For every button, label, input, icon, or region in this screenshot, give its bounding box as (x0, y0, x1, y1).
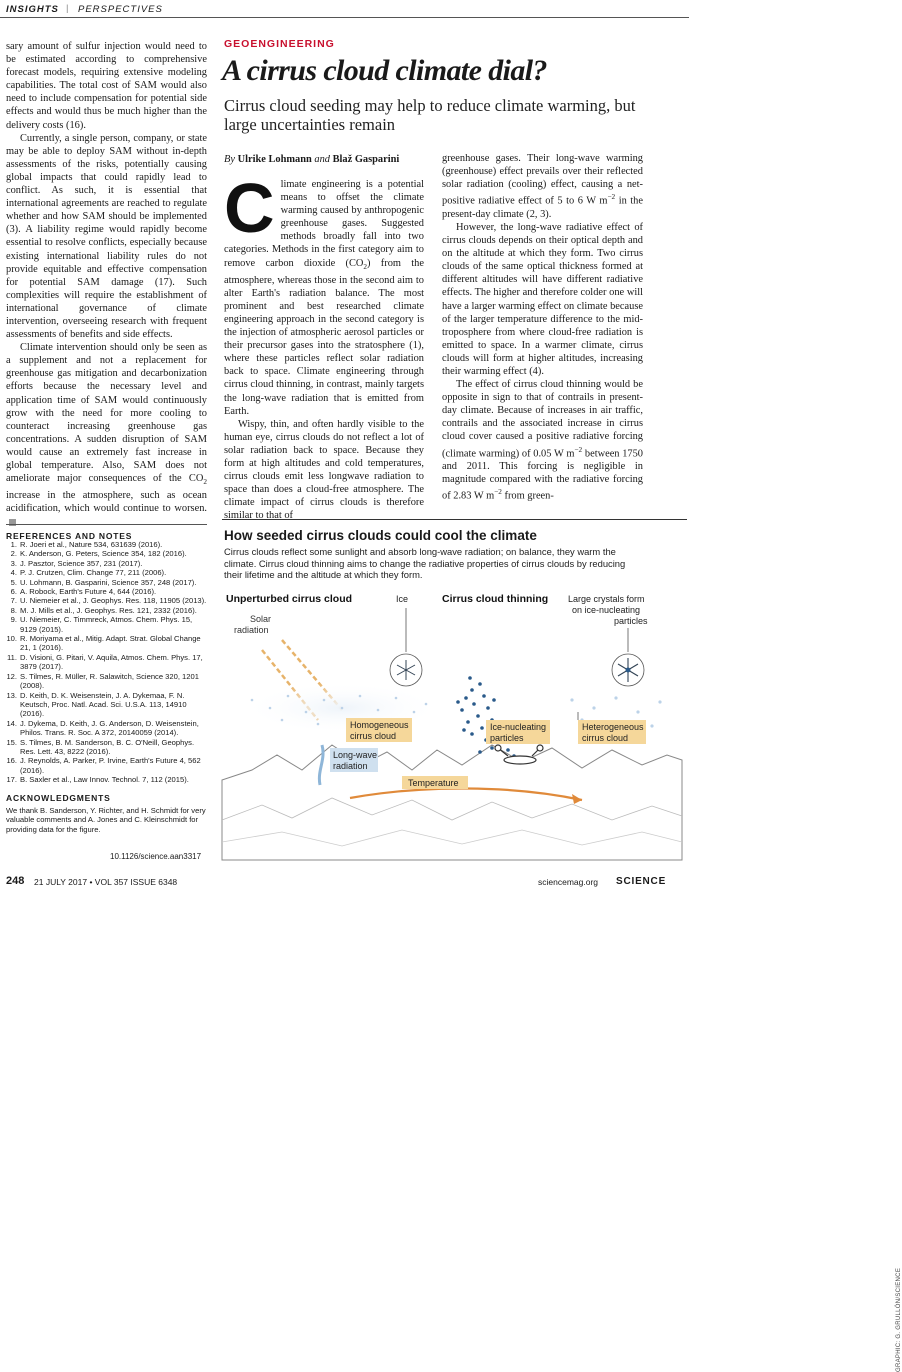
reference-item (6, 578, 207, 587)
page-number: 248 (6, 875, 25, 887)
acknowledgments-text: We thank B. Sanderson, Y. Richter, and H. Schmidt for very valuable comments and A. Jones and C. Kleinschmidt for providing data for the figure. (6, 806, 206, 834)
reference-number: 15. (6, 737, 17, 747)
page-header (0, 0, 689, 18)
reference-text: B. Saxler et al., Law Innov. Technol. 7, 112 (2015). (20, 775, 189, 785)
reference-number: 10. (6, 634, 17, 644)
reference-item (6, 653, 207, 672)
references-list (6, 540, 207, 785)
mid-p1-sub: 2 (363, 262, 368, 271)
reference-number: 7. (10, 596, 17, 606)
reference-text: R. Joeri et al., Nature 534, 631639 (2016). (20, 540, 163, 549)
journal-name: SCIENCE (616, 876, 667, 887)
reference-item (6, 549, 207, 558)
reference-item (6, 634, 207, 653)
reference-number: 13. (6, 690, 17, 700)
author-1: Ulrike Lohmann (237, 154, 312, 165)
ice-label: Ice (396, 594, 409, 604)
reference-item (6, 738, 207, 757)
left-paragraph-3 (6, 341, 207, 528)
author-2: Blaž Gasparini (332, 154, 400, 165)
mid-p1-b: ) from the atmosphere, whereas those in the second aim to alter Earth's radiation balance. The most prominent and best researched climate engineering approach in the second category is the injection of atmospheric aerosol particles or their precursor gases into the stratosphere (1), where these particles reflect solar radiation back to space. Climate engineering through cirrus cloud thinning, in contrast, mainly targets the long-wave radiation that is emitted from Earth. (224, 257, 424, 417)
reference-text: J. Reynolds, A. Parker, P. Irvine, Earth's Future 4, 562 (2016). (20, 756, 201, 775)
longwave-label-1: Long-wave (333, 750, 378, 760)
ice-nucleating-particles (456, 676, 516, 758)
reference-text: R. Moriyama et al., Mitig. Adapt. Strat. Global Change 21, 1 (2016). (20, 634, 201, 653)
reference-text: U. Niemeier, C. Timmreck, Atmos. Chem. Phys. 15, 9129 (2015). (20, 615, 193, 634)
mountain-range (222, 745, 682, 860)
right-paragraph-1 (442, 152, 643, 221)
reference-number: 1. (10, 540, 17, 549)
right-p1-a: greenhouse gases. Their long-wave warming (greenhouse) effect prevails over their reflected solar radiation (cooling) effect, causing a net-positive radiative effect of 5 to 6 W m (442, 153, 643, 207)
reference-number: 11. (7, 652, 17, 662)
byline-and: and (314, 154, 330, 165)
header-separator: | (66, 3, 70, 14)
middle-column (224, 169, 424, 523)
article-deck: Cirrus cloud seeding may help to reduce climate warming, but large uncertainties remain (224, 96, 636, 134)
panel-right-title: Cirrus cloud thinning (442, 593, 549, 605)
reference-item (6, 540, 207, 549)
reference-text: U. Lohmann, B. Gasparini, Science 357, 248 (2017). (20, 577, 197, 587)
reference-text: M. J. Mills et al., J. Geophys. Res. 121, 2332 (2016). (20, 605, 197, 615)
reference-number: 3. (10, 558, 17, 568)
mid-p1-a: limate engineering is a potential means to offset the climate warming caused by anthropogenic greenhouse gases. Suggested methods broadly fall into two categories. Methods in the first category aim to remove carbon dioxide (CO (224, 179, 424, 269)
acknowledgments-title: ACKNOWLEDGMENTS (6, 793, 111, 803)
figure-title: How seeded cirrus clouds could cool the climate (224, 528, 537, 543)
nucleus-dot (626, 668, 631, 673)
figure-caption: Cirrus clouds reflect some sunlight and absorb long-wave radiation; on balance, they warm the climate. Cirrus cloud thinning aims to change the radiative properties of cirrus clouds by reducing their lifetime and the altitude at which they form. (224, 546, 626, 581)
right-p3-b: between 1750 and 2011. This forcing is negligible in magnitude compared with the radiative forcing of 2.83 W m (442, 448, 644, 502)
left-paragraph-1: sary amount of sulfur injection would need to be estimated according to comprehensive forecast models, requiring extensive modeling capabilities. The total cost of SAM would also need to include compensation for potential side effects and would thus be much higher than the delivery costs (16). (6, 41, 207, 131)
right-column (442, 152, 643, 503)
longwave-label-2: radiation (333, 761, 368, 771)
reference-item (6, 756, 207, 775)
reference-item (6, 559, 207, 568)
right-p3-c: from green- (501, 490, 554, 502)
doi: 10.1126/science.aan3317 (110, 852, 202, 861)
page-footer (0, 875, 689, 890)
reference-number: 5. (10, 577, 17, 587)
section-label: INSIGHTS (6, 4, 59, 15)
reference-number: 6. (10, 587, 17, 597)
byline (224, 154, 399, 165)
heterogeneous-label-2: cirrus cloud (582, 733, 629, 743)
reference-text: P. J. Crutzen, Clim. Change 77, 211 (2006). (20, 568, 167, 578)
reference-item (6, 596, 207, 605)
right-p3-sup-1: −2 (574, 445, 583, 454)
left-paragraph-2: Currently, a single person, company, or state may be able to deploy SAM without in-depth assessments of the risks, potentially causing global impacts that could rapidly lead to conflict. As such, it is essential that international agreements are reached to regulate whether and how SAM should be implemented (3). A liability regime would rapidly become essential to resolve conflicts, especially because existing international liability rules do not provide equitable and effective compensation for potential SAM damage (17). Such complexities will require the establishment of international governance of climate intervention, overseeing research with frequent assessments of benefits and side effects. (6, 132, 207, 341)
reference-number: 9. (10, 615, 17, 625)
solar-radiation-label-2: radiation (234, 625, 269, 635)
reference-item (6, 719, 207, 738)
right-paragraph-3 (442, 378, 643, 503)
left-p3-sub: 2 (203, 478, 207, 487)
subsection-label: PERSPECTIVES (78, 4, 163, 15)
reference-number: 14. (6, 718, 17, 728)
kicker: GEOENGINEERING (224, 38, 335, 50)
issue-date: 21 JULY 2017 • VOL 357 ISSUE 6348 (34, 877, 178, 887)
reference-number: 8. (10, 605, 17, 615)
homogeneous-label-2: cirrus cloud (350, 731, 397, 741)
reference-item (6, 775, 207, 784)
left-p3-b: increase in the atmosphere, such as ocean acidification, which would continue to worsen. (6, 490, 207, 515)
right-p3-a: The effect of cirrus cloud thinning would be opposite in sign to that of contrails in present-day climate. Because of increases in air traffic, contrails and the associated increase in cirrus cloud cover caused a positive radiative forcing (climate warming) of 0.05 W m (442, 379, 643, 459)
reference-text: J. Pasztor, Science 357, 231 (2017). (20, 558, 143, 568)
reference-text: S. Tilmes, R. Müller, R. Salawitch, Science 320, 1201 (2008). (20, 671, 199, 691)
reference-item (6, 587, 207, 596)
reference-text: D. Visioni, G. Pitari, V. Aquila, Atmos. Chem. Phys. 17, 3879 (2017). (20, 652, 203, 672)
references-title: REFERENCES AND NOTES (6, 524, 207, 541)
ice-nucleating-label-1: Ice-nucleating (490, 722, 547, 732)
byline-prefix: By (224, 154, 235, 165)
large-crystals-label-2: on ice-nucleating (572, 605, 641, 615)
figure-credit: GRAPHIC: G. GRULLÓN/SCIENCE (896, 1267, 902, 1372)
reference-text: K. Anderson, G. Peters, Science 354, 182 (2016). (20, 549, 187, 559)
reference-number: 17. (6, 775, 17, 785)
ice-nucleating-label-2: particles (490, 733, 524, 743)
mid-paragraph-2: Wispy, thin, and often hardly visible to the human eye, cirrus clouds do not reflect a lot of solar radiation back to space. Because they form at high altitudes and cold temperatures, cirrus clouds emit less longwave radiation to space than does a cloud-free atmosphere. The climate impact of cirrus clouds is therefore similar to that of (224, 418, 424, 522)
reference-number: 4. (10, 568, 17, 578)
temperature-label: Temperature (408, 778, 459, 788)
reference-text: A. Robock, Earth's Future 4, 644 (2016). (20, 587, 157, 597)
reference-item (6, 691, 207, 719)
article-title: A cirrus cloud climate dial? (222, 54, 547, 87)
reference-text: J. Dykema, D. Keith, J. G. Anderson, D. Weisenstein, Philos. Trans. R. Soc. A 372, 20140059 (2014). (20, 718, 199, 738)
solar-radiation-label-1: Solar (250, 614, 272, 624)
reference-number: 16. (6, 756, 17, 766)
reference-item (6, 606, 207, 615)
panel-left-title: Unperturbed cirrus cloud (226, 593, 353, 605)
reference-number: 2. (10, 549, 17, 559)
reference-item (6, 568, 207, 577)
right-p1-b: in the present-day climate (2, 3). (442, 195, 643, 220)
drop-cap: C (224, 169, 275, 247)
reference-text: D. Keith, D. K. Weisenstein, J. A. Dykemaa, F. N. Keutsch, Proc. Natl. Acad. Sci. U.S.A. 113, 14910 (2016). (20, 690, 187, 719)
right-paragraph-2: However, the long-wave radiative effect of cirrus clouds depends on their optical depth and on the altitude at which they form. Two cirrus clouds of the same optical thickness formed at different altitudes will have different radiative effects. The higher and therefore colder one will have a larger warming effect on climate because of the larger temperature difference to the mid-troposphere from where cloud-free radiation is emitted to space. In a warmer climate, cirrus clouds will form at higher altitudes, increasing their warming effect (4). (442, 221, 643, 377)
large-crystals-label-1: Large crystals form (568, 594, 645, 604)
left-p3-a: Climate intervention should only be seen as a supplement and not a replacement for greenhouse gas mitigation and decarbonization efforts because the necessary level and application time of SAM would continuously grow with the need for more cooling to counteract increasing greenhouse gas concentrations. A sudden disruption of SAM would cause an extremely fast increase in global temperature. Also, SAM does not ameliorate major consequences of the CO (6, 342, 207, 485)
reference-text: U. Niemeier et al., J. Geophys. Res. 118, 11905 (2013). (20, 596, 207, 606)
right-p1-sup: −2 (607, 193, 616, 202)
reference-item (6, 615, 207, 634)
reference-number: 12. (6, 671, 17, 681)
figure-illustration (222, 580, 682, 860)
mid-paragraph-1 (224, 169, 424, 418)
site-url: sciencemag.org (538, 877, 599, 887)
reference-text: S. Tilmes, B. M. Sanderson, B. C. O'Neill, Geophys. Res. Lett. 43, 8222 (2016). (20, 737, 195, 756)
reference-item (6, 672, 207, 691)
right-p3-sup-2: −2 (494, 488, 502, 497)
homogeneous-label-1: Homogeneous (350, 720, 409, 730)
left-column (6, 40, 207, 529)
heterogeneous-label-1: Heterogeneous (582, 722, 644, 732)
large-crystals-label-3: particles (614, 616, 648, 626)
